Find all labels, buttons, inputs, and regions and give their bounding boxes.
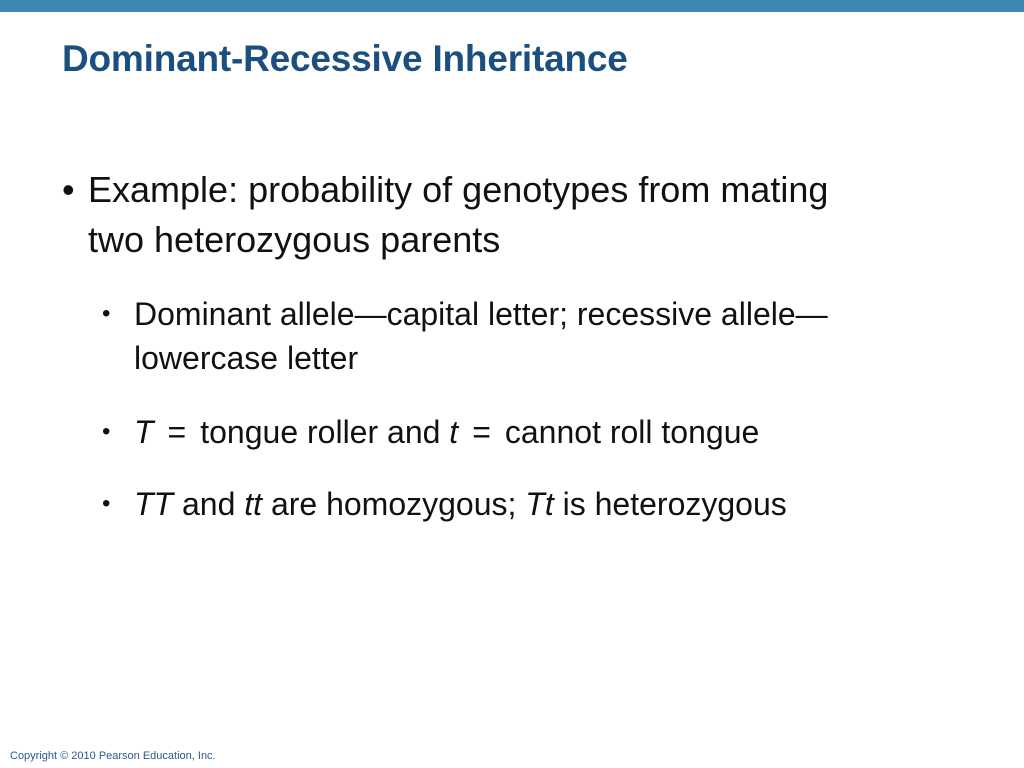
bullet-marker: • [102, 300, 111, 327]
equals-sign: = [167, 414, 187, 450]
bullet-marker: • [102, 418, 111, 445]
symbol-recessive: t [449, 414, 459, 450]
genotype-heterozygous: Tt [525, 486, 554, 522]
sub-bullet-zygosity [102, 482, 1002, 526]
genotype-tt-dominant: TT [134, 486, 174, 522]
connector-text: and [181, 486, 236, 522]
sub-bullet-tongue-rolling [102, 410, 1002, 454]
bullet-text [134, 482, 874, 526]
definition-text: cannot roll tongue [504, 414, 760, 450]
copyright-footer: Copyright © 2010 Pearson Education, Inc. [10, 750, 216, 762]
definition-text: tongue roller and [200, 414, 441, 450]
description-text: is heterozygous [562, 486, 787, 522]
bullet-marker: • [102, 490, 111, 517]
bullet-marker: • [62, 169, 75, 210]
bullet-text: Dominant allele—capital letter; recessive allele—lowercase letter [134, 296, 828, 376]
bullet-text: Example: probability of genotypes from mating two heterozygous parents [88, 169, 829, 260]
sub-bullet-allele-notation [102, 292, 1002, 380]
bullet-example [62, 165, 942, 265]
slide-title: Dominant-Recessive Inheritance [62, 38, 628, 79]
equals-sign: = [472, 414, 491, 450]
bullet-text [134, 410, 874, 454]
top-accent-bar [0, 0, 1024, 12]
symbol-dominant: T [134, 414, 154, 450]
description-text: are homozygous; [270, 486, 517, 522]
genotype-tt-recessive: tt [244, 486, 263, 522]
